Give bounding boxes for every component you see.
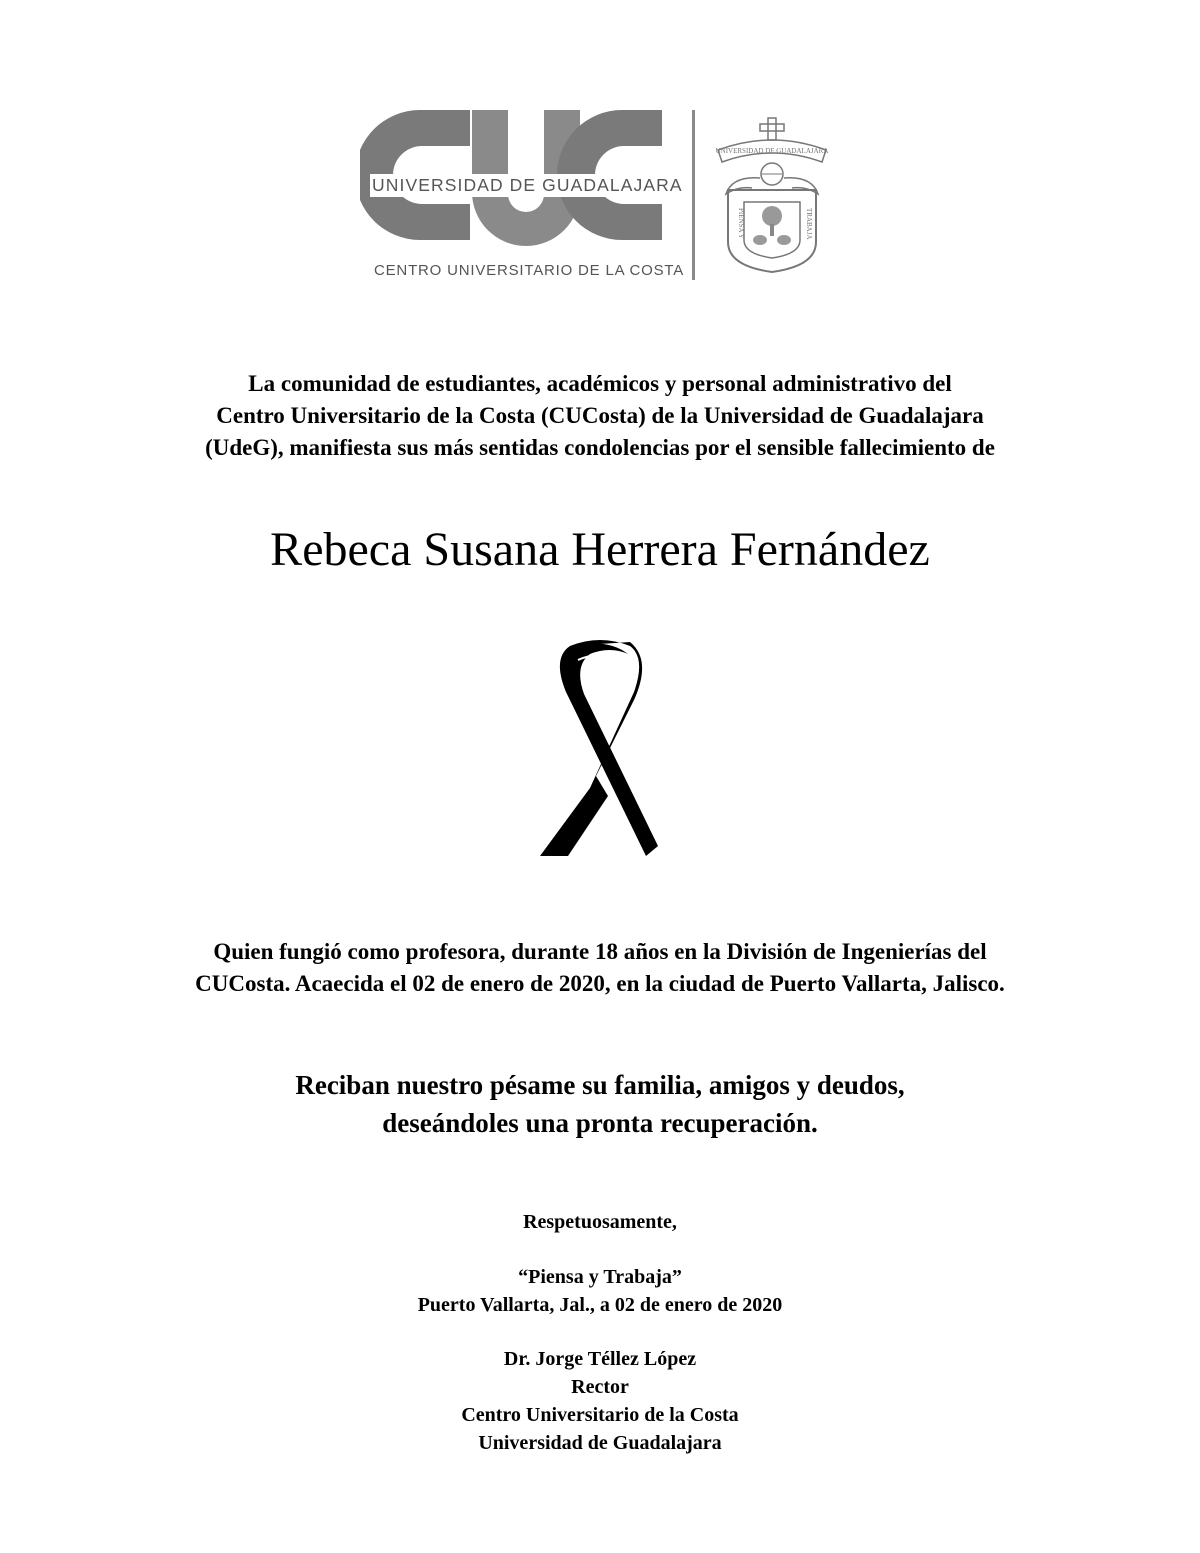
university-name-text: UNIVERSIDAD DE GUADALAJARA — [370, 174, 687, 197]
tribute-line-1: Quien fungió como profesora, durante 18 años en la División de Ingenierías del — [213, 939, 987, 964]
svg-text:PIENSA Y: PIENSA Y — [737, 208, 745, 239]
udg-crest-icon — [712, 116, 832, 274]
condolence-line-1: Reciban nuestro pésame su familia, amigos y deudos, — [295, 1070, 905, 1100]
institution-name: Centro Universitario de la Costa — [461, 1404, 739, 1426]
signature-block — [300, 1208, 900, 1457]
center-name-text: CENTRO UNIVERSITARIO DE LA COSTA — [374, 262, 685, 279]
intro-line-1: La comunidad de estudiantes, académicos y personal administrativo del — [248, 371, 952, 396]
condolence-line-2: deseándoles una pronta recuperación. — [382, 1108, 818, 1138]
condolence-message — [100, 1066, 1100, 1142]
intro-line-2: Centro Universitario de la Costa (CUCosta) de la Universidad de Guadalajara — [216, 403, 984, 428]
cuc-logo — [360, 100, 685, 290]
tribute-paragraph — [80, 936, 1120, 1000]
motto: “Piensa y Trabaja” — [518, 1266, 682, 1288]
header-logos — [360, 100, 840, 290]
mourning-ribbon-icon — [530, 636, 670, 864]
tribute-line-2: CUCosta. Acaecida el 02 de enero de 2020, en la ciudad de Puerto Vallarta, Jalisco. — [195, 971, 1005, 996]
signer-name: Dr. Jorge Téllez López — [503, 1348, 697, 1370]
signer-title: Rector — [571, 1376, 629, 1398]
deceased-name: Rebeca Susana Herrera Fernández — [270, 523, 930, 576]
place-date: Puerto Vallarta, Jal., a 02 de enero de 2020 — [417, 1294, 783, 1316]
intro-paragraph — [100, 368, 1100, 464]
logo-divider — [692, 110, 695, 280]
university-name: Universidad de Guadalajara — [478, 1432, 722, 1454]
svg-text:UNIVERSIDAD DE GUADALAJARA: UNIVERSIDAD DE GUADALAJARA — [715, 147, 829, 155]
salutation: Respetuosamente, — [523, 1211, 677, 1233]
intro-line-3: (UdeG), manifiesta sus más sentidas condolencias por el sensible fallecimiento de — [205, 435, 995, 460]
svg-text:TRABAJA: TRABAJA — [805, 208, 813, 240]
